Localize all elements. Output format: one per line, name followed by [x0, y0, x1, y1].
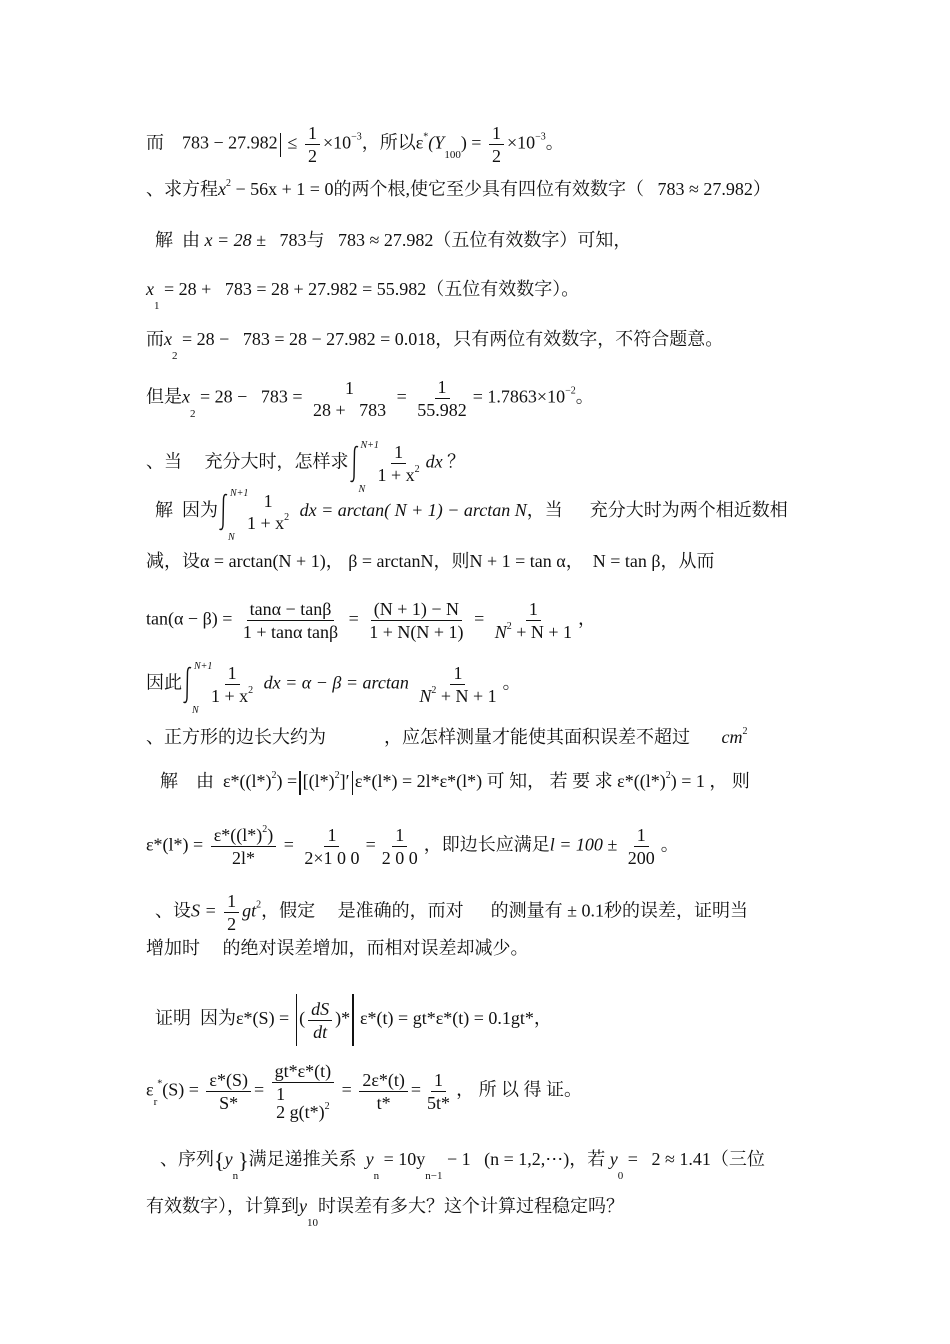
math: ε: [146, 1079, 154, 1100]
math: = 28 +: [164, 279, 212, 299]
text: 而: [146, 329, 164, 349]
text: 是准确的，而对: [337, 900, 464, 921]
text: 。: [502, 672, 521, 693]
math: =: [348, 608, 359, 629]
math: =: [341, 1079, 352, 1100]
line-17: [155, 994, 552, 1046]
math: S =: [191, 900, 217, 921]
line-1: [146, 124, 564, 165]
math: ]′: [339, 771, 350, 792]
fraction: $\frac{1}{2}$: [305, 124, 320, 165]
line-19: [160, 1148, 765, 1183]
fraction: $\frac{1}{2\times 1 0 0}$: [304, 825, 360, 868]
math: = 1.7863×10: [472, 386, 566, 407]
text: 所 以 得 证。: [478, 1079, 583, 1100]
math: = 10y: [383, 1149, 426, 1170]
math: − 1: [447, 1149, 471, 1170]
math: = 28 −: [200, 386, 248, 407]
text: 有效数字），计算到: [146, 1196, 299, 1216]
text: 因为: [200, 1008, 236, 1029]
math: ε*(t) = gt*ε*(t) = 0.1gt*: [360, 1008, 534, 1029]
sup: 2: [742, 726, 748, 737]
fraction: $\frac{1}{N^2 + N + 1}$: [494, 599, 573, 642]
fraction: $\frac{1}{1 + x^2}$: [211, 663, 254, 706]
math: N + 1 = tan α: [469, 551, 566, 571]
math: ≤: [287, 132, 298, 153]
math: gt: [242, 900, 257, 921]
math: [(l*): [302, 771, 335, 792]
text: 而: [146, 132, 164, 153]
line-7: [146, 439, 466, 495]
math: 783 =: [260, 386, 303, 407]
line-3: [155, 231, 631, 249]
sub: 2: [172, 350, 178, 362]
text: 。: [660, 834, 679, 855]
math: tan(α − β) =: [146, 608, 233, 629]
integral-icon: N+1 N: [218, 493, 230, 531]
line-11: [146, 660, 521, 716]
fraction: $\frac{1}{55.982}$: [417, 377, 467, 420]
fraction: $\frac{\varepsilon*((l*)^2)}{2l*}$: [211, 826, 277, 867]
text: 。: [575, 386, 594, 407]
text: ，则: [433, 551, 470, 571]
text: 但是: [146, 386, 182, 407]
math: (: [299, 1008, 306, 1029]
math: x: [182, 386, 190, 407]
math: y: [224, 1149, 233, 1170]
text: 因此: [146, 672, 182, 693]
text: ，应怎样测量才能使其面积误差不超过: [384, 727, 690, 747]
abs-bar: [352, 771, 353, 795]
text: 、正方形的边长大约为: [146, 727, 326, 747]
line-6: [146, 378, 594, 419]
text: 满足递推关系: [248, 1149, 357, 1170]
brace: }: [238, 1148, 249, 1173]
text: 因为: [182, 500, 218, 521]
text: 的绝对误差增加，而相对误差却减少。: [222, 938, 529, 958]
math: x = 28 ±: [204, 230, 267, 250]
text: 由: [196, 771, 214, 792]
math: =: [365, 834, 376, 855]
abs-bar: [280, 133, 281, 157]
text: 783 ≈ 27.982（五位有效数字）可知，: [338, 230, 632, 250]
sub: 10: [307, 1217, 318, 1229]
text: 783 = 28 − 27.982 = 0.018，只有两位有效数字，不符合题意。: [242, 329, 724, 349]
sub: n: [373, 1170, 380, 1183]
line-12: [146, 728, 748, 746]
integral-icon: N+1 N: [349, 445, 361, 483]
sub: r: [153, 1095, 158, 1108]
sup: −2: [565, 385, 576, 397]
line-15: 、设S = $\frac{1}{2}$ $gt^2$，假定 是准确的，而对 的测量有 ± 0.1秒的误差，证明当: [155, 891, 749, 934]
line-10: [146, 600, 596, 641]
fraction: 1 $1 + x^2$: [247, 491, 290, 533]
math: ε: [415, 132, 424, 153]
text: 783 ≈ 27.982）: [657, 179, 771, 199]
math: x: [164, 329, 172, 349]
math: N = tan β: [592, 551, 661, 571]
fraction: $\frac{2\varepsilon*(t)}{t*}$: [359, 1071, 408, 1112]
math: y: [365, 1149, 374, 1170]
math: =: [627, 1149, 638, 1170]
math: =: [410, 1079, 422, 1100]
text: 、求方程: [146, 179, 218, 199]
text: 。: [545, 132, 564, 153]
math: =: [253, 1079, 265, 1100]
text: 783与: [279, 230, 325, 250]
text: ，假定: [261, 900, 316, 921]
fraction: $\frac{1}{2}$: [489, 124, 504, 165]
math: ×10: [506, 132, 536, 153]
math: = 28 −: [182, 329, 230, 349]
sub: n−1: [425, 1170, 443, 1183]
text: 增加时: [146, 938, 200, 958]
text: 充分大时为两个相近数相: [589, 500, 788, 521]
sub: 1: [154, 300, 160, 312]
label-solution: 解: [155, 500, 173, 521]
text: ，若: [569, 1149, 606, 1170]
text: 、设: [155, 900, 191, 921]
math: (S) =: [162, 1079, 199, 1100]
math: ) = 1: [670, 771, 705, 792]
integral-icon: N+1 N: [182, 666, 194, 704]
math: )*: [335, 1008, 351, 1029]
sub: n: [232, 1170, 239, 1183]
sup: 2: [226, 178, 231, 189]
math: =: [474, 608, 485, 629]
text: 可 知， 若 要 求: [486, 771, 613, 792]
sub: 100: [444, 148, 461, 161]
text: ，: [533, 1008, 552, 1029]
text: 时误差有多大？这个计算过程稳定吗？: [318, 1196, 624, 1216]
text: ，: [325, 551, 344, 571]
fraction: $\frac{\varepsilon*(S)}{S*}$: [206, 1071, 251, 1112]
math: ) =: [460, 132, 482, 153]
fraction: gt*ε*(t) 1 2 $g(t*)^2$: [272, 1062, 335, 1121]
line-4: [146, 279, 580, 312]
label-solution: 解: [160, 771, 178, 792]
sup: *: [157, 1078, 163, 1090]
line-5: [146, 329, 724, 362]
math: dx = α − β = arctan: [263, 672, 409, 693]
line-13: 解 由 $\varepsilon*((l*)^2) = [(l*)^2]'$ ε*(l*) = 2l*ε*(l*) 可 知， 若 要 求 $\varepsilon*((l*)^2) = 1$ ， 则: [160, 771, 750, 795]
math: ε*((l*): [223, 771, 272, 792]
abs-bar: [352, 994, 353, 1046]
text: ， 则: [709, 771, 750, 792]
fraction: $\frac{dS}{dt}$: [308, 1000, 332, 1041]
text: 、当: [146, 451, 182, 472]
math: ε*(l*) = 2l*ε*(l*): [354, 771, 483, 792]
math: α = arctan(N + 1): [200, 551, 326, 571]
abs-bar: [299, 771, 300, 795]
line-20: [146, 1196, 624, 1229]
math: (n = 1,2,⋯): [484, 1149, 570, 1170]
brace: {: [214, 1148, 225, 1173]
sup: −3: [351, 131, 362, 143]
text: ？: [447, 451, 466, 472]
fraction: $\frac{1}{200}$: [627, 825, 655, 868]
line-8: [155, 488, 788, 543]
math: y: [609, 1149, 618, 1170]
math: (Y: [428, 132, 445, 153]
sub: 2: [190, 407, 196, 420]
line-18: [146, 1062, 582, 1121]
label-proof: 证明: [155, 1008, 191, 1029]
fraction: $\frac{\tan\alpha - \tan\beta}{\text{1 + tanα tanβ}}$: [242, 599, 339, 642]
fraction: $\frac{(N + 1) - N}{1 + N(N + 1)}$: [369, 599, 464, 642]
math: y: [299, 1196, 307, 1216]
fraction: $\frac{1}{2}$: [224, 892, 239, 933]
text: 2 ≈ 1.41（三位: [651, 1149, 765, 1170]
math: x: [218, 179, 226, 199]
math: l = 100 ±: [549, 834, 618, 855]
math: ×10: [322, 132, 352, 153]
abs-bar: [296, 994, 297, 1046]
text: 783 = 28 + 27.982 = 55.982（五位有效数字）。: [224, 279, 580, 299]
text: ，从而: [660, 551, 715, 571]
math: =: [396, 386, 407, 407]
text: 由: [182, 230, 200, 250]
math: dx = arctan( N + 1) − arctan N: [299, 500, 527, 521]
text: 减，设: [146, 551, 200, 571]
fraction: 1 28 + 783: [312, 377, 387, 420]
math: β = arctanN: [348, 551, 434, 571]
fraction: $\frac{1}{N^2 + N + 1}$: [419, 663, 497, 706]
math: dx: [425, 451, 443, 472]
text: 、序列: [160, 1149, 214, 1170]
sup: −3: [535, 131, 546, 143]
text: 充分大时，怎样求: [204, 451, 349, 472]
text: − 56x + 1 = 0的两个根,使它至少具有四位有效数字（: [235, 179, 644, 199]
line-14: [146, 826, 679, 867]
math: ) =: [276, 771, 298, 792]
fraction: $\frac{1}{5t*}$: [427, 1070, 451, 1113]
text: ，: [565, 551, 584, 571]
math: ε*((l*): [617, 771, 666, 792]
math: x: [146, 279, 154, 299]
math: =: [283, 834, 294, 855]
fraction: $\frac{1}{1 + x^2}$: [377, 442, 420, 485]
sub: 0: [617, 1170, 624, 1183]
text: ，即边长应满足: [423, 834, 550, 855]
line-2: [146, 180, 771, 198]
sup: *: [423, 131, 429, 143]
line-16: [146, 939, 529, 957]
unit: cm: [721, 727, 743, 747]
text: ，: [578, 608, 597, 629]
text: 的测量有 ± 0.1秒的误差，证明当: [490, 900, 749, 921]
label-solution: 解: [155, 230, 173, 250]
text: ，当: [526, 500, 563, 521]
text: ，: [456, 1079, 475, 1100]
math: ε*(l*) =: [146, 834, 204, 855]
fraction: $\frac{1}{2 0 0}$: [381, 825, 418, 868]
math: ε*(S) =: [236, 1008, 290, 1029]
line-9: [146, 552, 715, 570]
math: 783 − 27.982: [182, 132, 278, 153]
text: ，所以: [361, 132, 416, 153]
